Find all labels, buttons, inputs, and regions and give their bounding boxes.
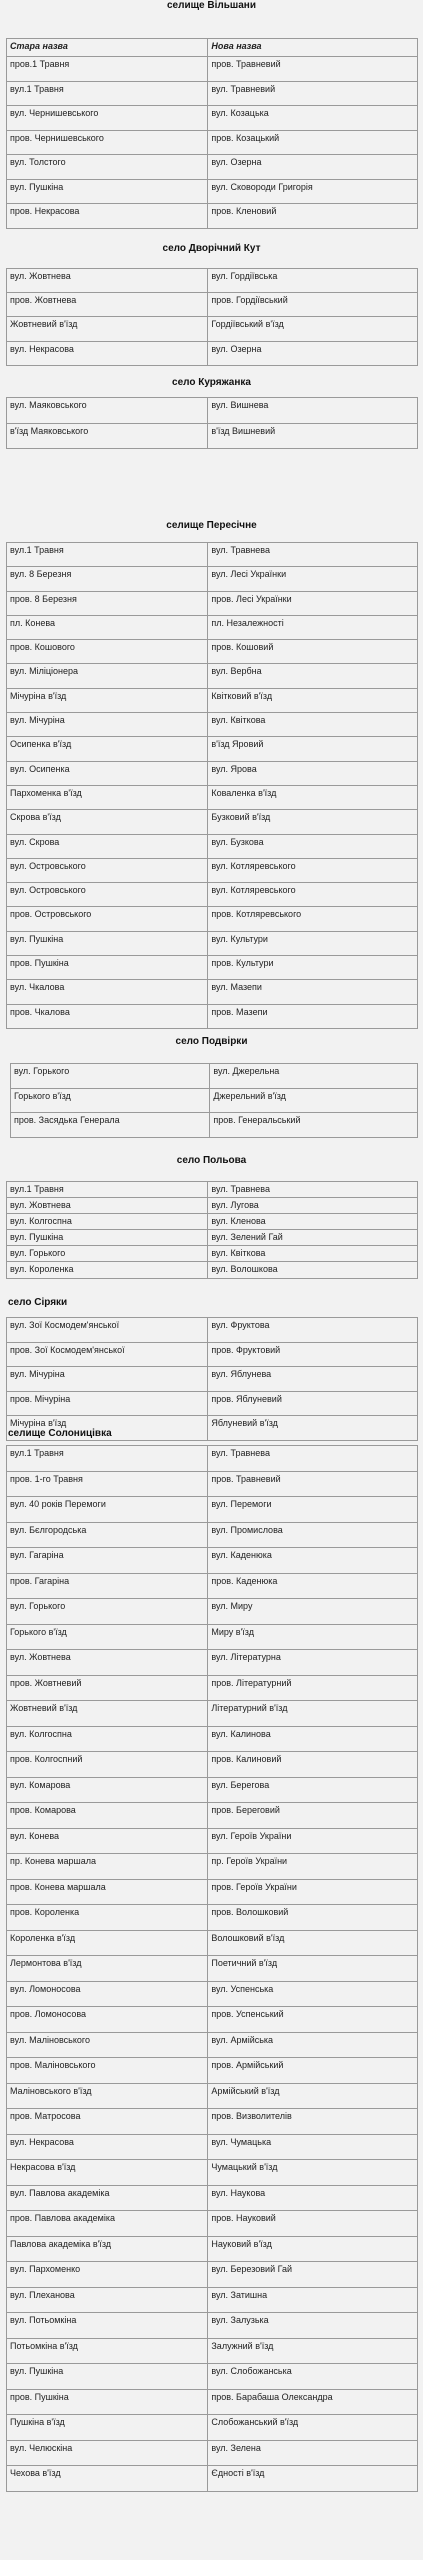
- old-name-cell: вул. Пархоменко: [7, 2262, 208, 2288]
- old-name-cell: пров. Кошового: [7, 640, 208, 664]
- table-row: [7, 2338, 418, 2364]
- new-name-cell: вул. Котляревського: [208, 883, 418, 907]
- street-rename-table: [10, 1063, 418, 1138]
- new-name-cell: Квітковий в'їзд: [208, 688, 418, 712]
- table-row: [7, 1246, 418, 1262]
- table-row: [7, 179, 418, 204]
- table-row: [7, 2134, 418, 2160]
- old-name-cell: Мічуріна в'їзд: [7, 1416, 208, 1441]
- old-name-cell: пров. Короленка: [7, 1905, 208, 1931]
- old-name-cell: Скрова в'їзд: [7, 810, 208, 834]
- old-name-cell: пров. Чкалова: [7, 1004, 208, 1028]
- table-row: [7, 1930, 418, 1956]
- new-name-cell: пров. Травневий: [208, 1471, 418, 1497]
- old-name-cell: Лермонтова в'їзд: [7, 1956, 208, 1982]
- table-row: [7, 615, 418, 639]
- new-name-cell: пров. Армійський: [208, 2058, 418, 2084]
- old-name-cell: вул. Маліновського: [7, 2032, 208, 2058]
- old-name-cell: пров.1 Травня: [7, 57, 208, 82]
- new-name-cell: пров. Яблуневий: [208, 1391, 418, 1416]
- new-name-cell: вул. Перемоги: [208, 1497, 418, 1523]
- new-name-cell: вул. Зелений Гай: [208, 1230, 418, 1246]
- new-name-cell: пров. Літературний: [208, 1675, 418, 1701]
- street-rename-table: [6, 1445, 418, 2492]
- old-name-cell: вул. Чкалова: [7, 980, 208, 1004]
- section-title: селище Солоницівка: [8, 1428, 112, 1439]
- table-row: [7, 956, 418, 980]
- new-name-cell: вул. Слобожанська: [208, 2364, 418, 2390]
- old-name-cell: вул. Плеханова: [7, 2287, 208, 2313]
- new-name-cell: пров. Кошовий: [208, 640, 418, 664]
- old-name-cell: вул. Міліціонера: [7, 664, 208, 688]
- table-row: [7, 567, 418, 591]
- new-name-cell: вул. Успенська: [208, 1981, 418, 2007]
- table-row: [7, 423, 418, 449]
- old-name-cell: вул. Чернишевського: [7, 106, 208, 131]
- table-row: [7, 341, 418, 365]
- table-row: [7, 2389, 418, 2415]
- old-name-cell: пров. Чернишевського: [7, 130, 208, 155]
- new-name-cell: пров. Мазепи: [208, 1004, 418, 1028]
- old-name-cell: пров. Колгоспний: [7, 1752, 208, 1778]
- new-name-cell: вул. Ярова: [208, 761, 418, 785]
- table-row: [7, 1726, 418, 1752]
- new-name-cell: Літературний в'їзд: [208, 1701, 418, 1727]
- new-name-cell: вул. Залузька: [208, 2313, 418, 2339]
- old-name-cell: вул. Горького: [7, 1599, 208, 1625]
- new-name-cell: вул. Чумацька: [208, 2134, 418, 2160]
- new-name-cell: вул. Берегова: [208, 1777, 418, 1803]
- table-row: [7, 106, 418, 131]
- new-name-cell: Гордіївський в'їзд: [208, 317, 418, 341]
- table-row: [7, 713, 418, 737]
- old-name-cell: вул. Гагаріна: [7, 1548, 208, 1574]
- old-name-cell: вул. Горького: [7, 1246, 208, 1262]
- table-row: [7, 1004, 418, 1028]
- table-row: [7, 931, 418, 955]
- table-row: [11, 1064, 418, 1089]
- table-row: [7, 293, 418, 317]
- new-name-cell: вул. Мазепи: [208, 980, 418, 1004]
- old-name-cell: пров. Матросова: [7, 2109, 208, 2135]
- old-name-cell: вул. Мічуріна: [7, 1367, 208, 1392]
- old-name-cell: пров. 8 Березня: [7, 591, 208, 615]
- table-row: [7, 81, 418, 106]
- section-title: село Подвірки: [175, 1036, 248, 1047]
- table-row: [7, 2313, 418, 2339]
- table-row: [7, 1230, 418, 1246]
- table-row: [7, 1497, 418, 1523]
- old-name-cell: вул. Павлова академіка: [7, 2185, 208, 2211]
- table-row: [7, 1342, 418, 1367]
- table-row: [7, 1905, 418, 1931]
- table-header-row: [7, 39, 418, 57]
- old-name-cell: Осипенка в'їзд: [7, 737, 208, 761]
- table-row: [7, 1367, 418, 1392]
- table-row: [7, 1650, 418, 1676]
- table-row: [7, 1198, 418, 1214]
- old-name-cell: пр. Конева маршала: [7, 1854, 208, 1880]
- new-name-cell: вул. Озерна: [208, 341, 418, 365]
- table-row: [7, 57, 418, 82]
- old-name-cell: вул. Мічуріна: [7, 713, 208, 737]
- table-row: [7, 761, 418, 785]
- new-name-cell: вул. Травнева: [208, 543, 418, 567]
- table-row: [7, 1956, 418, 1982]
- new-name-cell: вул. Травневий: [208, 81, 418, 106]
- table-row: [7, 2440, 418, 2466]
- old-name-cell: Жовтневий в'їзд: [7, 317, 208, 341]
- old-name-cell: вул. Ломоносова: [7, 1981, 208, 2007]
- table-row: [7, 2415, 418, 2441]
- old-name-header: Стара назва: [7, 39, 208, 57]
- table-row: [7, 2007, 418, 2033]
- section-title: селище Пересічне: [166, 520, 257, 531]
- new-name-cell: вул. Лугова: [208, 1198, 418, 1214]
- old-name-cell: пров. Комарова: [7, 1803, 208, 1829]
- table-row: [7, 1573, 418, 1599]
- section-title: село Сіряки: [8, 1297, 68, 1308]
- new-name-cell: Слобожанський в'їзд: [208, 2415, 418, 2441]
- table-row: [7, 1548, 418, 1574]
- new-name-cell: пров. Волошковий: [208, 1905, 418, 1931]
- table-row: [7, 1182, 418, 1198]
- table-row: [7, 2236, 418, 2262]
- old-name-cell: вул. Челюскіна: [7, 2440, 208, 2466]
- old-name-cell: вул. Пушкіна: [7, 179, 208, 204]
- table-row: [7, 1624, 418, 1650]
- table-row: [7, 2364, 418, 2390]
- old-name-cell: вул. Осипенка: [7, 761, 208, 785]
- old-name-cell: вул. Толстого: [7, 155, 208, 180]
- old-name-cell: вул. Жовтнева: [7, 269, 208, 293]
- street-rename-table: [6, 542, 418, 1029]
- table-row: [7, 1522, 418, 1548]
- table-row: [7, 785, 418, 809]
- table-row: [7, 640, 418, 664]
- old-name-cell: вул. Островського: [7, 883, 208, 907]
- old-name-cell: в'їзд Маяковського: [7, 423, 208, 449]
- section-title: село Дворічний Кут: [162, 243, 261, 254]
- new-name-cell: вул. Фруктова: [208, 1318, 418, 1343]
- old-name-cell: вул. Бєлгородська: [7, 1522, 208, 1548]
- old-name-cell: вул. 40 років Перемоги: [7, 1497, 208, 1523]
- table-row: [7, 204, 418, 229]
- new-name-cell: пров. Визволителів: [208, 2109, 418, 2135]
- new-name-cell: Поетичний в'їзд: [208, 1956, 418, 1982]
- old-name-cell: пров. Мічуріна: [7, 1391, 208, 1416]
- new-name-cell: пров. Котляревського: [208, 907, 418, 931]
- new-name-cell: вул. Джерельна: [210, 1064, 418, 1089]
- old-name-cell: пров. Пушкіна: [7, 2389, 208, 2415]
- new-name-cell: вул. Травнева: [208, 1446, 418, 1472]
- table-row: [7, 155, 418, 180]
- new-name-cell: вул. Кленова: [208, 1214, 418, 1230]
- new-name-cell: пров. Береговий: [208, 1803, 418, 1829]
- old-name-cell: Маліновського в'їзд: [7, 2083, 208, 2109]
- old-name-cell: вул. Жовтнева: [7, 1650, 208, 1676]
- table-row: [7, 1701, 418, 1727]
- new-name-cell: пров. Фруктовий: [208, 1342, 418, 1367]
- new-name-cell: Бузковий в'їзд: [208, 810, 418, 834]
- new-name-cell: пров. Культури: [208, 956, 418, 980]
- section-title: селище Вільшани: [167, 0, 256, 11]
- new-name-cell: пр. Героїв України: [208, 1854, 418, 1880]
- old-name-cell: Мічуріна в'їзд: [7, 688, 208, 712]
- new-name-cell: вул. Квіткова: [208, 713, 418, 737]
- table-row: [7, 2262, 418, 2288]
- old-name-cell: Пархоменка в'їзд: [7, 785, 208, 809]
- table-row: [11, 1113, 418, 1138]
- street-rename-table: [6, 1181, 418, 1279]
- old-name-cell: вул. Пушкіна: [7, 931, 208, 955]
- new-name-cell: вул. Волошкова: [208, 1262, 418, 1278]
- old-name-cell: пров. Жовтневий: [7, 1675, 208, 1701]
- old-name-cell: вул. Колгоспна: [7, 1214, 208, 1230]
- new-name-cell: пров. Гордіївський: [208, 293, 418, 317]
- street-rename-table: [6, 1317, 418, 1441]
- new-name-cell: пров. Успенський: [208, 2007, 418, 2033]
- new-name-cell: пров. Каденюка: [208, 1573, 418, 1599]
- new-name-cell: вул. Наукова: [208, 2185, 418, 2211]
- new-name-cell: вул. Яблунева: [208, 1367, 418, 1392]
- old-name-cell: пров. Павлова академіка: [7, 2211, 208, 2237]
- old-name-cell: Потьомкіна в'їзд: [7, 2338, 208, 2364]
- old-name-cell: пров. Островського: [7, 907, 208, 931]
- table-row: [7, 1675, 418, 1701]
- table-row: [11, 1088, 418, 1113]
- new-name-header: Нова назва: [208, 39, 418, 57]
- new-name-cell: вул. Калинова: [208, 1726, 418, 1752]
- table-row: [7, 543, 418, 567]
- table-row: [7, 1262, 418, 1278]
- table-row: [7, 1879, 418, 1905]
- table-row: [7, 1803, 418, 1829]
- old-name-cell: пров. Пушкіна: [7, 956, 208, 980]
- old-name-cell: Некрасова в'їзд: [7, 2160, 208, 2186]
- table-row: [7, 2466, 418, 2492]
- table-row: [7, 664, 418, 688]
- street-rename-table: [6, 268, 418, 366]
- old-name-cell: пров. Засядька Генерала: [11, 1113, 210, 1138]
- old-name-cell: пров. Гагаріна: [7, 1573, 208, 1599]
- table-row: [7, 2185, 418, 2211]
- old-name-cell: вул. Маяковського: [7, 398, 208, 424]
- old-name-cell: вул. Потьомкіна: [7, 2313, 208, 2339]
- new-name-cell: Миру в'їзд: [208, 1624, 418, 1650]
- table-row: [7, 2032, 418, 2058]
- new-name-cell: пров. Кленовий: [208, 204, 418, 229]
- table-row: [7, 2058, 418, 2084]
- old-name-cell: вул. Некрасова: [7, 341, 208, 365]
- old-name-cell: вул. 8 Березня: [7, 567, 208, 591]
- new-name-cell: Єдності в'їзд: [208, 2466, 418, 2492]
- table-row: [7, 688, 418, 712]
- new-name-cell: вул. Козацька: [208, 106, 418, 131]
- old-name-cell: пров. Некрасова: [7, 204, 208, 229]
- old-name-cell: вул.1 Травня: [7, 81, 208, 106]
- new-name-cell: вул. Лесі Українки: [208, 567, 418, 591]
- old-name-cell: Жовтневий в'їзд: [7, 1701, 208, 1727]
- old-name-cell: Горького в'їзд: [11, 1088, 210, 1113]
- new-name-cell: вул. Героїв України: [208, 1828, 418, 1854]
- new-name-cell: вул. Травнева: [208, 1182, 418, 1198]
- new-name-cell: Чумацький в'їзд: [208, 2160, 418, 2186]
- new-name-cell: в'їзд Яровий: [208, 737, 418, 761]
- old-name-cell: вул. Островського: [7, 858, 208, 882]
- table-row: [7, 1446, 418, 1472]
- table-row: [7, 2083, 418, 2109]
- new-name-cell: вул. Вишнева: [208, 398, 418, 424]
- new-name-cell: в'їзд Вишневий: [208, 423, 418, 449]
- old-name-cell: вул. Колгоспна: [7, 1726, 208, 1752]
- old-name-cell: пл. Конева: [7, 615, 208, 639]
- old-name-cell: пров. Ломоносова: [7, 2007, 208, 2033]
- old-name-cell: вул. Зої Космодем'янської: [7, 1318, 208, 1343]
- new-name-cell: вул. Затишна: [208, 2287, 418, 2313]
- new-name-cell: вул. Культури: [208, 931, 418, 955]
- new-name-cell: Армійський в'їзд: [208, 2083, 418, 2109]
- new-name-cell: вул. Гордіївська: [208, 269, 418, 293]
- new-name-cell: пров. Травневий: [208, 57, 418, 82]
- new-name-cell: пров. Барабаша Олександра: [208, 2389, 418, 2415]
- old-name-cell: вул. Короленка: [7, 1262, 208, 1278]
- new-name-cell: пров. Науковий: [208, 2211, 418, 2237]
- section-title: село Польова: [176, 1155, 247, 1166]
- new-name-cell: пл. Незалежності: [208, 615, 418, 639]
- table-row: [7, 1752, 418, 1778]
- new-name-cell: вул. Каденюка: [208, 1548, 418, 1574]
- new-name-cell: пров. Генеральський: [210, 1113, 418, 1138]
- street-rename-table: [6, 38, 418, 229]
- new-name-cell: Волошковий в'їзд: [208, 1930, 418, 1956]
- new-name-cell: пров. Калиновий: [208, 1752, 418, 1778]
- table-row: [7, 980, 418, 1004]
- new-name-cell: Науковий в'їзд: [208, 2236, 418, 2262]
- old-name-cell: Чехова в'їзд: [7, 2466, 208, 2492]
- table-row: [7, 2160, 418, 2186]
- table-row: [7, 1981, 418, 2007]
- new-name-cell: вул. Миру: [208, 1599, 418, 1625]
- table-row: [7, 269, 418, 293]
- new-name-cell: вул. Промислова: [208, 1522, 418, 1548]
- table-row: [7, 1599, 418, 1625]
- old-name-cell: пров. 1-го Травня: [7, 1471, 208, 1497]
- new-name-cell: пров. Героїв України: [208, 1879, 418, 1905]
- new-name-cell: вул. Вербна: [208, 664, 418, 688]
- old-name-cell: вул. Пушкіна: [7, 2364, 208, 2390]
- section-title: село Куряжанка: [172, 377, 251, 388]
- table-row: [7, 2109, 418, 2135]
- table-row: [7, 883, 418, 907]
- new-name-cell: вул. Армійська: [208, 2032, 418, 2058]
- old-name-cell: вул. Скрова: [7, 834, 208, 858]
- street-rename-table: [6, 397, 418, 449]
- new-name-cell: вул. Озерна: [208, 155, 418, 180]
- old-name-cell: вул.1 Травня: [7, 543, 208, 567]
- table-row: [7, 1214, 418, 1230]
- old-name-cell: Пушкіна в'їзд: [7, 2415, 208, 2441]
- table-row: [7, 858, 418, 882]
- table-row: [7, 1777, 418, 1803]
- table-row: [7, 2287, 418, 2313]
- new-name-cell: вул. Зелена: [208, 2440, 418, 2466]
- old-name-cell: Короленка в'їзд: [7, 1930, 208, 1956]
- new-name-cell: вул. Бузкова: [208, 834, 418, 858]
- table-row: [7, 2211, 418, 2237]
- table-row: [7, 1471, 418, 1497]
- new-name-cell: Яблуневий в'їзд: [208, 1416, 418, 1441]
- table-row: [7, 1318, 418, 1343]
- table-row: [7, 1854, 418, 1880]
- old-name-cell: вул.1 Травня: [7, 1182, 208, 1198]
- new-name-cell: Коваленка в'їзд: [208, 785, 418, 809]
- old-name-cell: вул. Некрасова: [7, 2134, 208, 2160]
- old-name-cell: пров. Жовтнева: [7, 293, 208, 317]
- old-name-cell: вул. Комарова: [7, 1777, 208, 1803]
- old-name-cell: вул. Горького: [11, 1064, 210, 1089]
- table-row: [7, 737, 418, 761]
- table-row: [7, 907, 418, 931]
- old-name-cell: вул. Жовтнева: [7, 1198, 208, 1214]
- new-name-cell: вул. Сковороди Григорія: [208, 179, 418, 204]
- table-row: [7, 591, 418, 615]
- new-name-cell: пров. Козацький: [208, 130, 418, 155]
- new-name-cell: вул. Березовий Гай: [208, 2262, 418, 2288]
- old-name-cell: пров. Зої Космодем'янської: [7, 1342, 208, 1367]
- new-name-cell: вул. Квіткова: [208, 1246, 418, 1262]
- old-name-cell: пров. Маліновського: [7, 2058, 208, 2084]
- new-name-cell: Залужний в'їзд: [208, 2338, 418, 2364]
- table-row: [7, 810, 418, 834]
- old-name-cell: Горького в'їзд: [7, 1624, 208, 1650]
- old-name-cell: пров. Конева маршала: [7, 1879, 208, 1905]
- new-name-cell: Джерельний в'їзд: [210, 1088, 418, 1113]
- table-row: [7, 398, 418, 424]
- new-name-cell: пров. Лесі Українки: [208, 591, 418, 615]
- old-name-cell: вул.1 Травня: [7, 1446, 208, 1472]
- table-row: [7, 317, 418, 341]
- old-name-cell: Павлова академіка в'їзд: [7, 2236, 208, 2262]
- old-name-cell: вул. Конева: [7, 1828, 208, 1854]
- table-row: [7, 130, 418, 155]
- table-row: [7, 1391, 418, 1416]
- table-row: [7, 834, 418, 858]
- table-row: [7, 1828, 418, 1854]
- new-name-cell: вул. Літературна: [208, 1650, 418, 1676]
- new-name-cell: вул. Котляревського: [208, 858, 418, 882]
- old-name-cell: вул. Пушкіна: [7, 1230, 208, 1246]
